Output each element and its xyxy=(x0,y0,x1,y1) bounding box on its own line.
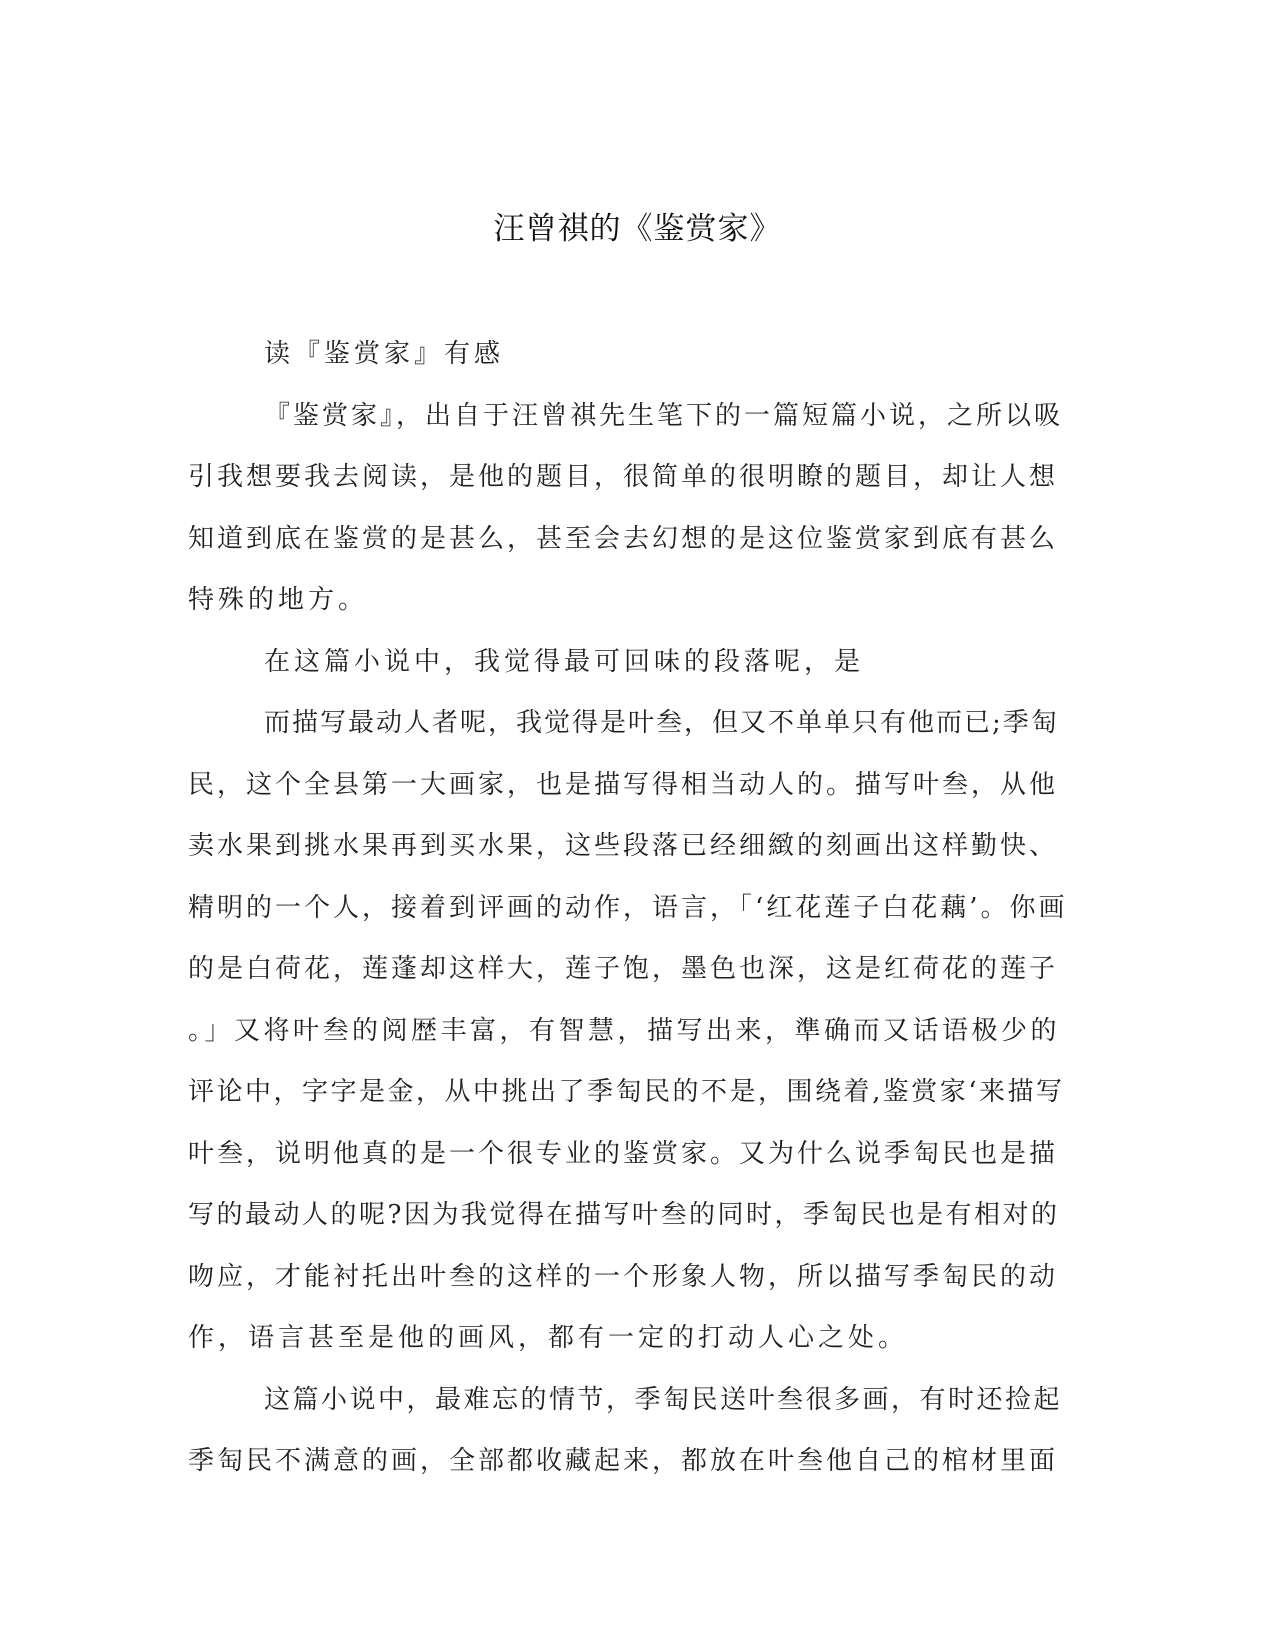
text-line: 卖水果到挑水果再到买水果，这些段落已经细緻的刻画出这样勤快、 xyxy=(188,831,1059,861)
text-line: 这篇小说中，最难忘的情节，季匋民送叶叁很多画，有时还捡起 xyxy=(264,1384,1063,1415)
paragraph-memorable-plot xyxy=(188,1370,1068,1493)
text-line: 民，这个全县第一大画家，也是描写得相当动人的。描写叶叁，从他 xyxy=(188,769,1059,800)
paragraph-intro xyxy=(188,386,1068,632)
text-line: 读『鉴赏家』有感 xyxy=(264,339,505,369)
text-line: 特殊的地方。 xyxy=(188,585,369,615)
paragraph-favorite xyxy=(188,632,1068,694)
text-line: 写的最动人的呢?因为我觉得在描写叶叁的同时，季匋民也是有相对的 xyxy=(188,1200,1060,1230)
paragraph-heading xyxy=(188,324,1068,386)
text-line: 引我想要我去阅读，是他的题目，很简单的很明瞭的题目，却让人想 xyxy=(188,462,1059,492)
text-line: 作，语言甚至是他的画风，都有一定的打动人心之处。 xyxy=(188,1323,909,1353)
text-line: 知道到底在鉴赏的是甚么，甚至会去幻想的是这位鉴赏家到底有甚么 xyxy=(188,523,1059,554)
text-line: 『鉴赏家』，出自于汪曾祺先生笔下的一篇短篇小说，之所以吸 xyxy=(264,400,1064,431)
text-line: 季匋民不满意的画，全部都收藏起来，都放在叶叁他自己的棺材里面 xyxy=(188,1446,1059,1476)
text-line: 吻应，才能衬托出叶叁的这样的一个形象人物，所以描写季匋民的动 xyxy=(188,1261,1059,1292)
text-line: 。」又将叶叁的阅歴丰富，有智慧，描写出来，準确而又话语极少的 xyxy=(188,1015,1061,1046)
text-line: 评论中，字字是金，从中挑出了季匋民的不是，围绕着‚鉴赏家‘来描写 xyxy=(188,1077,1065,1107)
document-body xyxy=(188,324,1068,1493)
paragraph-description xyxy=(188,693,1068,1370)
text-line: 在这篇小说中，我觉得最可回味的段落呢，是 xyxy=(264,646,865,677)
text-line: 精明的一个人，接着到评画的动作，语言，「‘红花莲子白花藕’。你画 xyxy=(188,892,1068,923)
text-line: 而描写最动人者呢，我觉得是叶叁，但又不单单只有他而已;季匋 xyxy=(264,708,1059,738)
document-title: 汪曾祺的《鉴赏家》 xyxy=(493,211,782,247)
text-line: 的是白荷花，莲蓬却这样大，莲子饱，墨色也深，这是红荷花的莲子 xyxy=(188,954,1059,984)
text-line: 叶叁，说明他真的是一个很专业的鉴赏家。又为什么说季匋民也是描 xyxy=(188,1138,1059,1169)
